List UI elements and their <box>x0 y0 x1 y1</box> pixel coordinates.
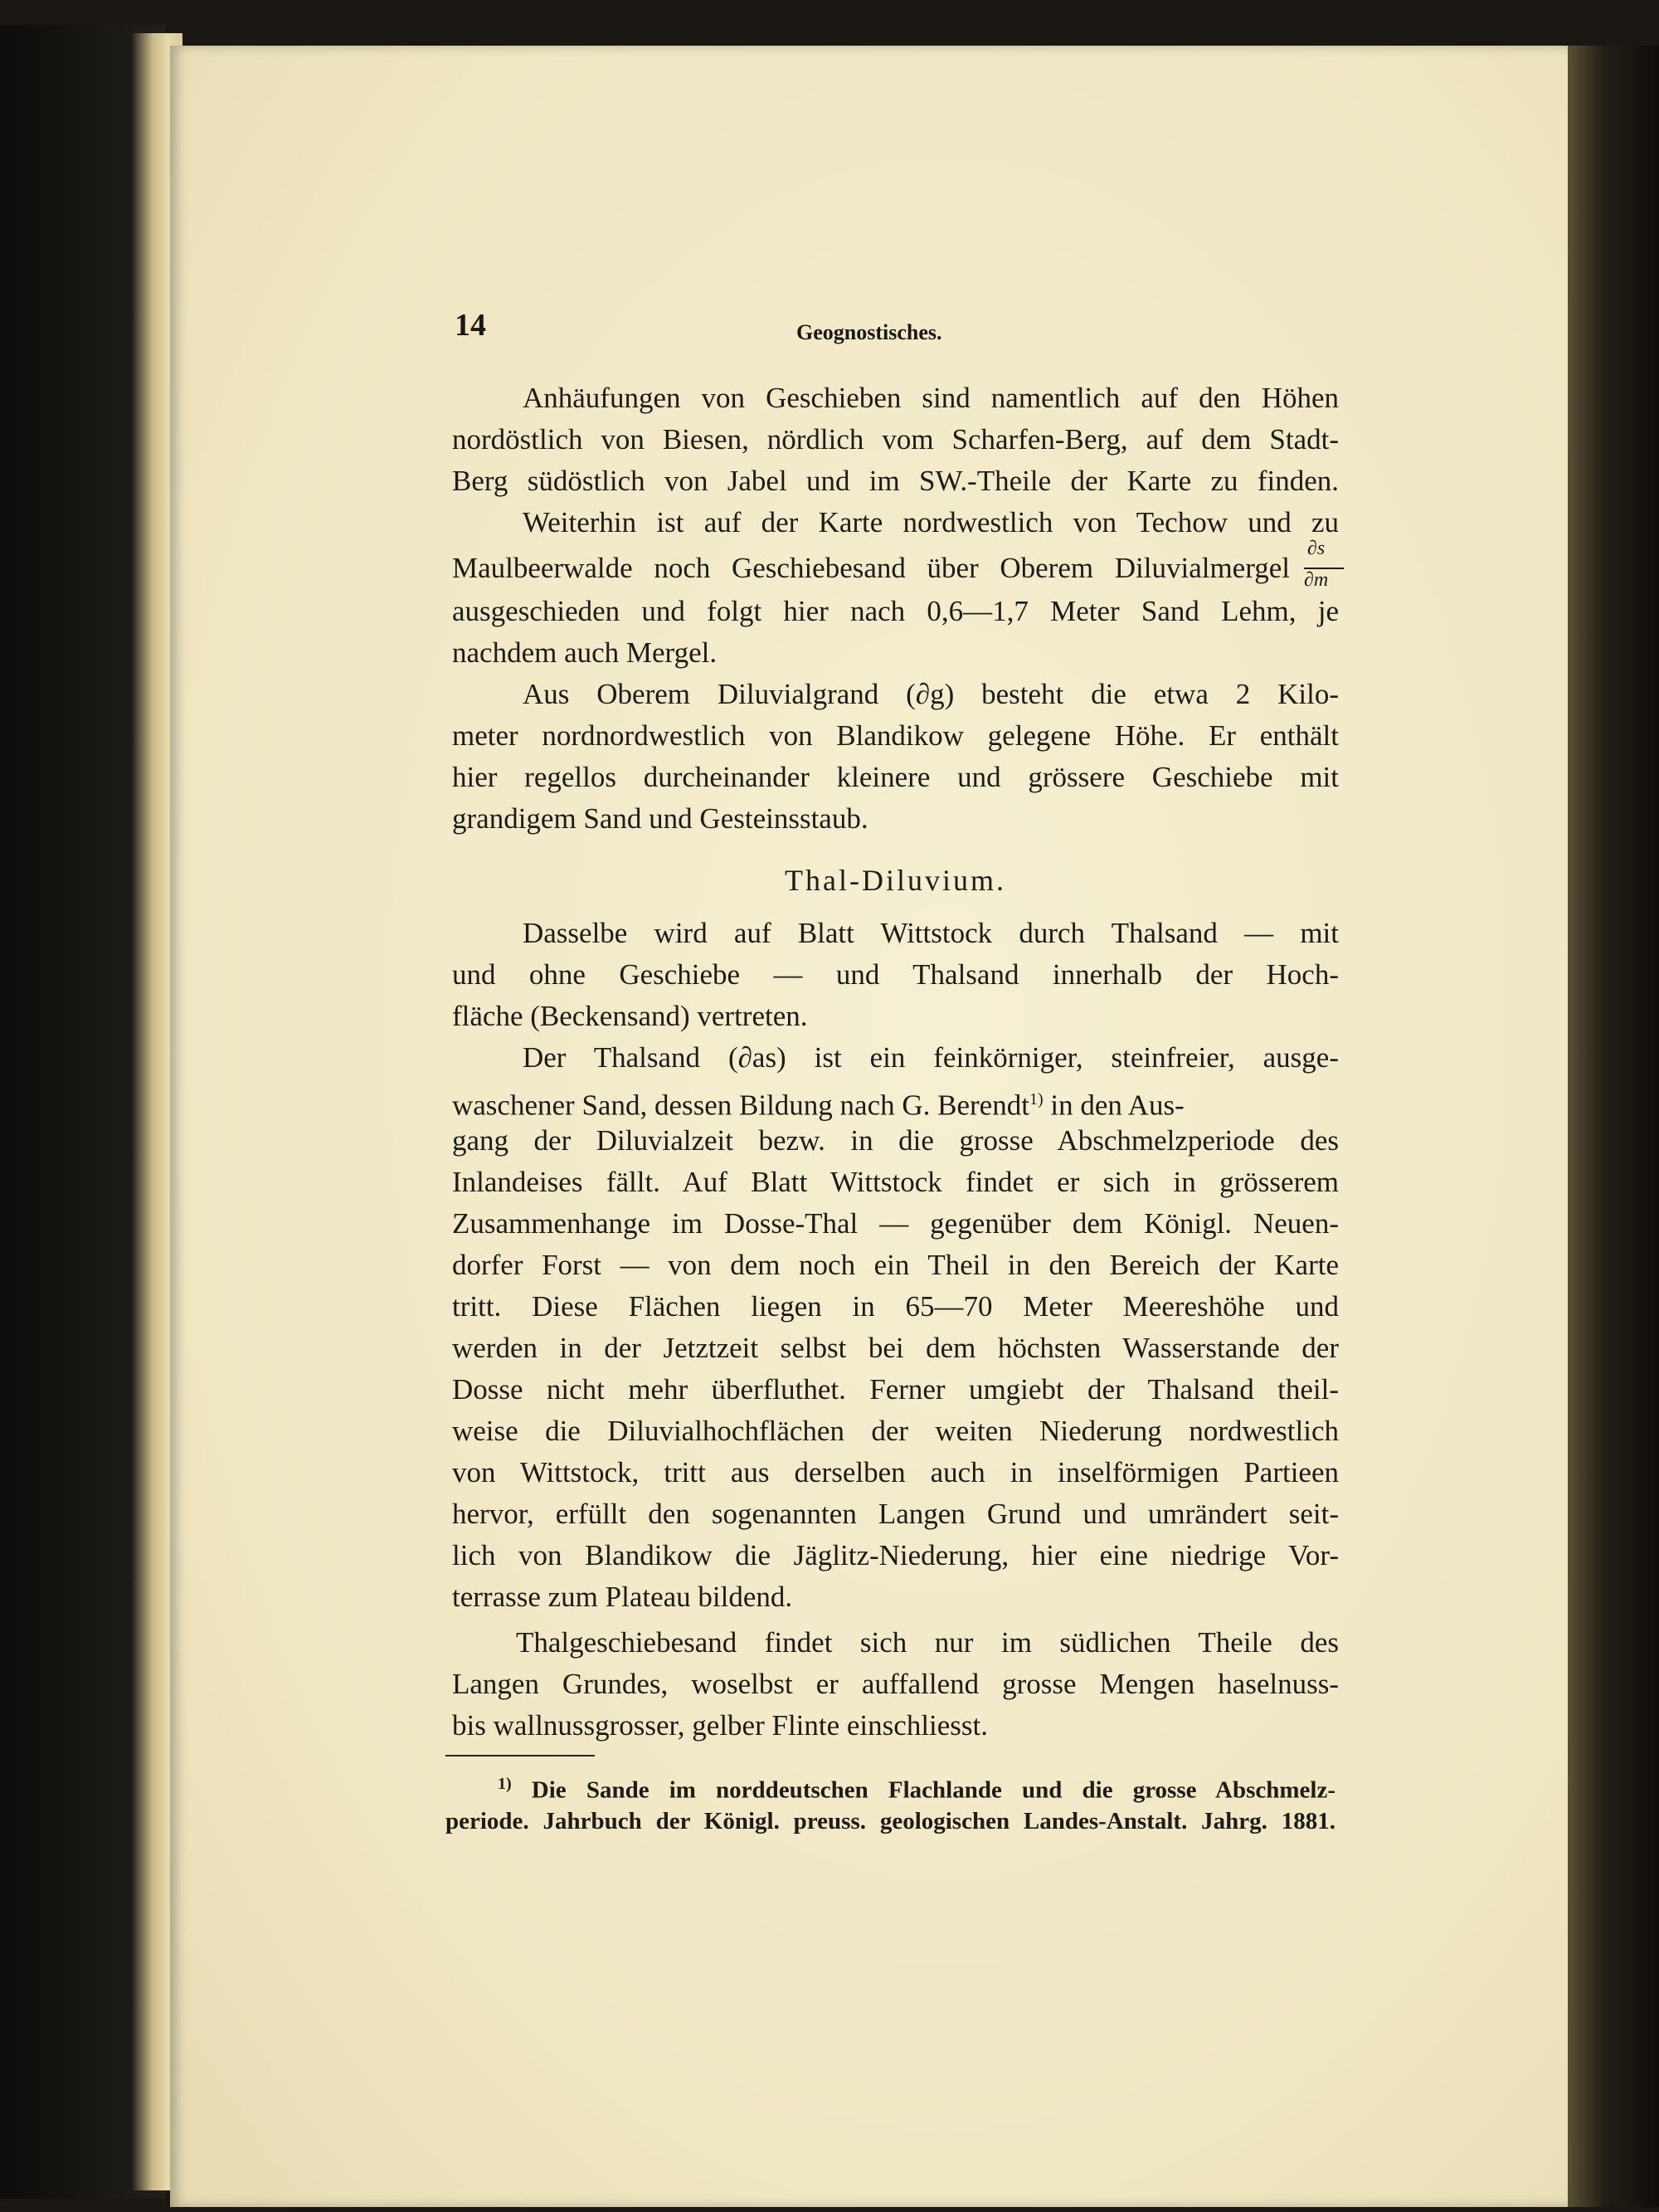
footnote-line: periode. Jahrbuch der Königl. preuss. geologischen Landes-Anstalt. Jahrg. 1881. <box>445 1808 1335 1834</box>
text-line: terrasse zum Plateau bildend. <box>452 1581 793 1613</box>
text-line: Dosse nicht mehr überfluthet. Ferner umgiebt der Thalsand theil- <box>452 1373 1339 1406</box>
section-heading: Thal-Diluvium. <box>785 864 1006 897</box>
right-page-edge <box>1568 46 1659 2207</box>
fraction-numerator: ∂s <box>1307 538 1326 559</box>
text-line: Maulbeerwalde noch Geschiebesand über Oberem Diluvialmergel <box>452 552 1290 584</box>
text-line: ausgeschieden und folgt hier nach 0,6—1,7 Meter Sand Lehm, je <box>452 595 1339 627</box>
text-line: bis wallnussgrosser, gelber Flinte einschliesst. <box>452 1709 989 1742</box>
text-line: lich von Blandikow die Jäglitz-Niederung, hier eine niedrige Vor- <box>452 1539 1339 1571</box>
text-span: in den Aus- <box>1043 1089 1185 1122</box>
text-line: Aus Oberem Diluvialgrand (∂g) besteht die etwa 2 Kilo- <box>523 678 1339 710</box>
text-line: Der Thalsand (∂as) ist ein feinkörniger, steinfreier, ausge- <box>523 1041 1339 1074</box>
text-line: von Wittstock, tritt aus derselben auch in inselförmigen Partieen <box>452 1456 1339 1488</box>
text-span: waschener Sand, dessen Bildung nach G. Berendt <box>452 1089 1029 1122</box>
footnote-rule <box>445 1755 595 1756</box>
footnote-marker: 1) <box>498 1775 512 1793</box>
page-number: 14 <box>455 308 486 343</box>
text-line: Zusammenhange im Dosse-Thal — gegenüber dem Königl. Neuen- <box>452 1207 1339 1240</box>
text-line: Berg südöstlich von Jabel und im SW.-Theile der Karte zu finden. <box>452 465 1339 497</box>
footnote-line <box>498 1767 1335 1804</box>
text-line: Thalgeschiebesand findet sich nur im südlichen Theile des <box>516 1626 1339 1659</box>
footnote-text: Die Sande im norddeutschen Flachlande und die grosse Abschmelz- <box>511 1776 1335 1804</box>
text-line: Inlandeises fällt. Auf Blatt Wittstock findet er sich in grösserem <box>452 1166 1339 1198</box>
text-line: nachdem auch Mergel. <box>452 636 718 669</box>
running-title: Geognostisches. <box>796 320 942 344</box>
formula-fraction <box>1302 538 1345 596</box>
text-line: nordöstlich von Biesen, nördlich vom Scharfen-Berg, auf dem Stadt- <box>452 423 1339 456</box>
page-header <box>280 299 1338 348</box>
text-line: fläche (Beckensand) vertreten. <box>452 1000 808 1032</box>
text-line: Langen Grundes, woselbst er auffallend grosse Mengen haselnuss- <box>452 1668 1339 1700</box>
text-line: Dasselbe wird auf Blatt Wittstock durch Thalsand — mit <box>523 917 1339 949</box>
text-line: gang der Diluvialzeit bezw. in die grosse Abschmelzperiode des <box>452 1124 1339 1157</box>
text-line: meter nordnordwestlich von Blandikow gelegene Höhe. Er enthält <box>452 719 1339 752</box>
text-line: weise die Diluvialhochflächen der weiten Niederung nordwestlich <box>452 1415 1339 1447</box>
text-line: hier regellos durcheinander kleinere und grössere Geschiebe mit <box>452 761 1339 793</box>
footnote-ref: 1) <box>1029 1090 1044 1108</box>
text-line: Anhäufungen von Geschieben sind namentlich auf den Höhen <box>523 382 1339 414</box>
text-line: dorfer Forst — von dem noch ein Theil in den Bereich der Karte <box>452 1249 1339 1281</box>
text-line: werden in der Jetztzeit selbst bei dem höchsten Wasserstande der <box>452 1332 1339 1364</box>
text-line: grandigem Sand und Gesteinsstaub. <box>452 802 868 835</box>
fraction-denominator: ∂m <box>1304 569 1329 591</box>
text-line-with-footnote <box>452 1079 1339 1120</box>
text-line: tritt. Diese Flächen liegen in 65—70 Meter Meereshöhe und <box>452 1290 1339 1323</box>
text-line: hervor, erfüllt den sogenannten Langen Grund und umrändert seit- <box>452 1498 1339 1530</box>
text-line: Weiterhin ist auf der Karte nordwestlich von Techow und zu <box>523 506 1339 538</box>
text-line: und ohne Geschiebe — und Thalsand innerhalb der Hoch- <box>452 958 1339 991</box>
